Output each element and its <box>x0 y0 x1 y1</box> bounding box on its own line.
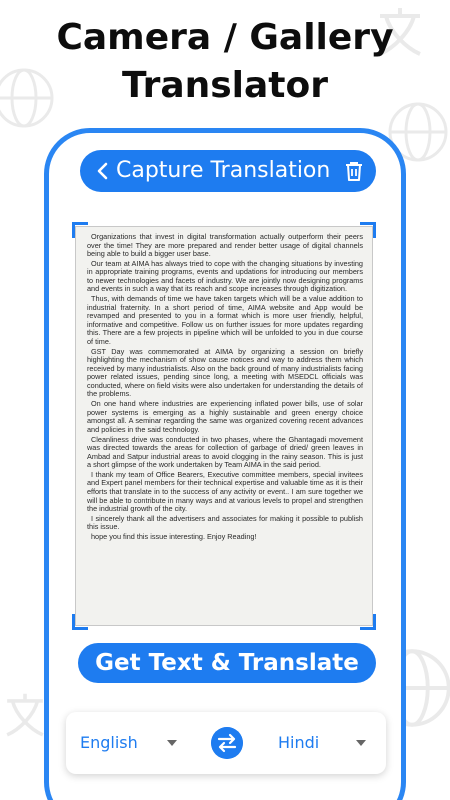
doc-paragraph: GST Day was commemorated at AIMA by organizing a session on briefly highlighting the mechanism of show cause notices and way to address them which received by many industrialists. Also on the back ground of many industrialists facing power related issues, pending since long, a meeting with MSEDCL officials was conducted, where on field visits were also undertaken for understanding the details of the problems. <box>87 346 363 399</box>
chevron-left-icon[interactable] <box>90 156 116 186</box>
document-text <box>75 226 373 542</box>
doc-paragraph: Organizations that invest in digital transformation actually outperform their peers over the time! They are more prepared and render better usage of digital channels being able to build a bigger user base. <box>87 232 363 259</box>
doc-paragraph: hope you find this issue interesting. Enjoy Reading! <box>91 532 257 542</box>
promo-headline <box>0 14 450 110</box>
crop-handle-bottom-left[interactable] <box>72 614 88 630</box>
trash-icon[interactable] <box>342 159 366 183</box>
language-selector <box>66 712 386 774</box>
doc-paragraph: Our team at AIMA has always tried to cope with the changing situations by investing in appropriate training programs, events and updations for introducing our members to newer technologies and facets of industry. We are jointly now designing programs and events in such a way that its reach and scope increases through digitization. <box>87 258 363 294</box>
capture-toolbar <box>80 150 376 192</box>
doc-paragraph: I sincerely thank all the advertisers and associates for making it possible to publish this issue. <box>87 513 363 532</box>
crop-handle-top-left[interactable] <box>72 222 88 238</box>
doc-paragraph: Cleanliness drive was conducted in two phases, where the Ghantagadi movement was directed towards the areas for collection of garbage of dried/ green leaves in Ambad and Satpur industrial areas to avoid clogging in the rainy season. This is just a short glimpse of the work undertaken by Team AIMA in the said period. <box>87 434 363 470</box>
source-language-select[interactable]: English <box>80 733 138 752</box>
doc-paragraph: Thus, with demands of time we have taken targets which will be a value addition to industrial fraternity. In a short period of time, AIMA website and App would be revamped and presented to you in a format which is more user friendly, helpful, informative and competitive. Follow us on further issues for more updates regarding this. There are a few projects in pipeline which will be unfolded to you in due course of time. <box>87 294 363 346</box>
translate-glyph-icon <box>0 690 50 744</box>
doc-paragraph: On one hand where industries are experiencing inflated power bills, use of solar power systems is emerging as a highly sustainable and green energy choice amongst all. A seminar regarding the same was organized covering recent advances and policies in the said technology. <box>87 399 363 434</box>
get-text-translate-button[interactable]: Get Text & Translate <box>78 643 376 683</box>
doc-paragraph: I thank my team of Office Bearers, Executive committee members, special invitees and Expert panel members for their technical expertise and valuable time as it is their efforts that translate in to the success of any activity or event.. I am sure together we will be able to contribute in many ways and at various levels to propel and strengthen the industrial growth of the city. <box>87 469 363 514</box>
target-language-select[interactable]: Hindi <box>278 733 320 752</box>
caret-down-icon[interactable] <box>167 739 177 747</box>
crop-handle-bottom-right[interactable] <box>360 614 376 630</box>
capture-title: Capture Translation <box>116 158 331 183</box>
headline-line-2: Translator <box>121 65 329 106</box>
headline-line-1: Camera / Gallery <box>56 17 394 58</box>
caret-down-icon[interactable] <box>356 739 366 747</box>
crop-handle-top-right[interactable] <box>360 222 376 238</box>
swap-arrows-icon[interactable] <box>211 727 243 759</box>
scanned-document <box>75 226 373 626</box>
